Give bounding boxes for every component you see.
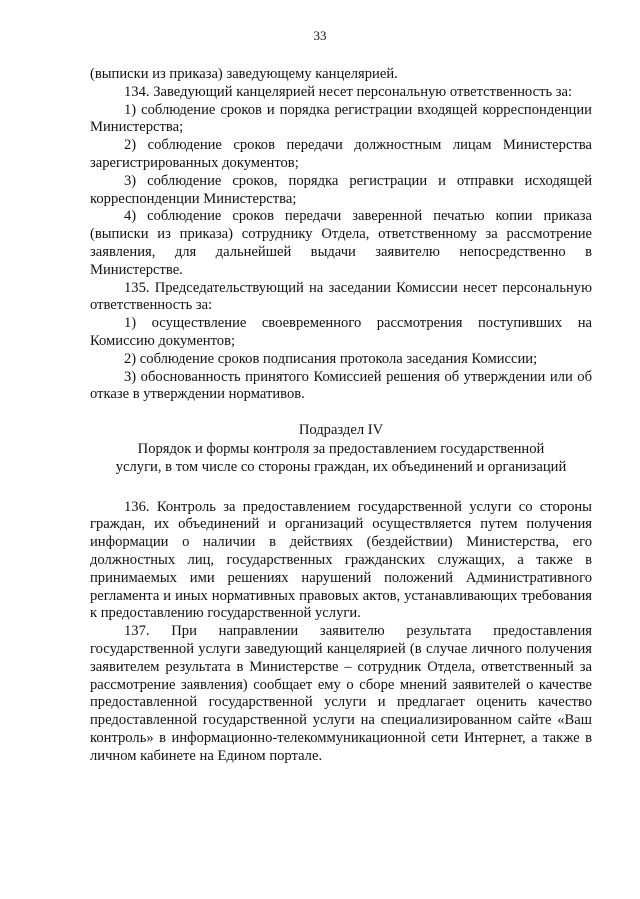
document-body <box>90 66 592 765</box>
subsection-heading-line: услуги, в том числе со стороны граждан, их объединений и организаций <box>115 458 567 475</box>
paragraph: 136. Контроль за предоставлением государственной услуги со стороны граждан, их объединений и организаций осуществляется путем получения информации о наличии в действиях (бездействии) Министерства, его должностных лиц, государственных гражданских служащих, а также в принимаемых ими решениях нарушений положений Административного регламента и иных нормативных правовых актов, устанавливающих требования к предоставлению государственной услуги. <box>90 498 592 622</box>
paragraphs-top <box>90 66 592 404</box>
paragraph: 137. При направлении заявителю результата предоставления государственной услуги заведующий канцелярией (в случае личного получения заявителем результата в Министерстве – сотрудник Отдела, ответственный за рассмотрение заявления) сообщает ему о сборе мнений заявителей о качестве предоставленной государственной услуги и предлагает оценить качество предоставленной государственной услуги на специализированном сайте «Ваш контроль» в информационно-телекоммуникационной сети Интернет, а также в личном кабинете на Едином портале. <box>90 623 592 764</box>
paragraph: 2) соблюдение сроков передачи должностным лицам Министерства зарегистрированных документов; <box>90 137 592 171</box>
subsection-heading-line: Порядок и формы контроля за предоставлением государственной <box>137 440 545 457</box>
paragraph: (выписки из приказа) заведующему канцелярией. <box>90 66 398 82</box>
paragraph: 134. Заведующий канцелярией несет персональную ответственность за: <box>124 83 573 100</box>
paragraph: 1) соблюдение сроков и порядка регистрации входящей корреспонденции Министерства; <box>90 101 592 136</box>
paragraph: 3) обоснованность принятого Комиссией решения об утверждении или об отказе в утверждении нормативов. <box>90 368 592 403</box>
subsection-header <box>90 422 592 476</box>
paragraph: 4) соблюдение сроков передачи заверенной печатью копии приказа (выписки из приказа) сотруднику Отдела, ответственному за рассмотрение заявления, для дальнейшей выдачи заявителю непосредственно в Министерстве. <box>90 208 592 278</box>
paragraph: 2) соблюдение сроков подписания протокола заседания Комиссии; <box>124 350 538 367</box>
paragraph: 3) соблюдение сроков, порядка регистрации и отправки исходящей корреспонденции Министерства; <box>90 172 592 207</box>
paragraph: 135. Председательствующий на заседании Комиссии несет персональную ответственность за: <box>90 279 592 314</box>
page-number: 33 <box>313 28 327 43</box>
subsection-title: Подраздел IV <box>298 422 384 439</box>
paragraph: 1) осуществление своевременного рассмотрения поступивших на Комиссию документов; <box>90 315 592 349</box>
paragraphs-bottom <box>90 499 592 766</box>
